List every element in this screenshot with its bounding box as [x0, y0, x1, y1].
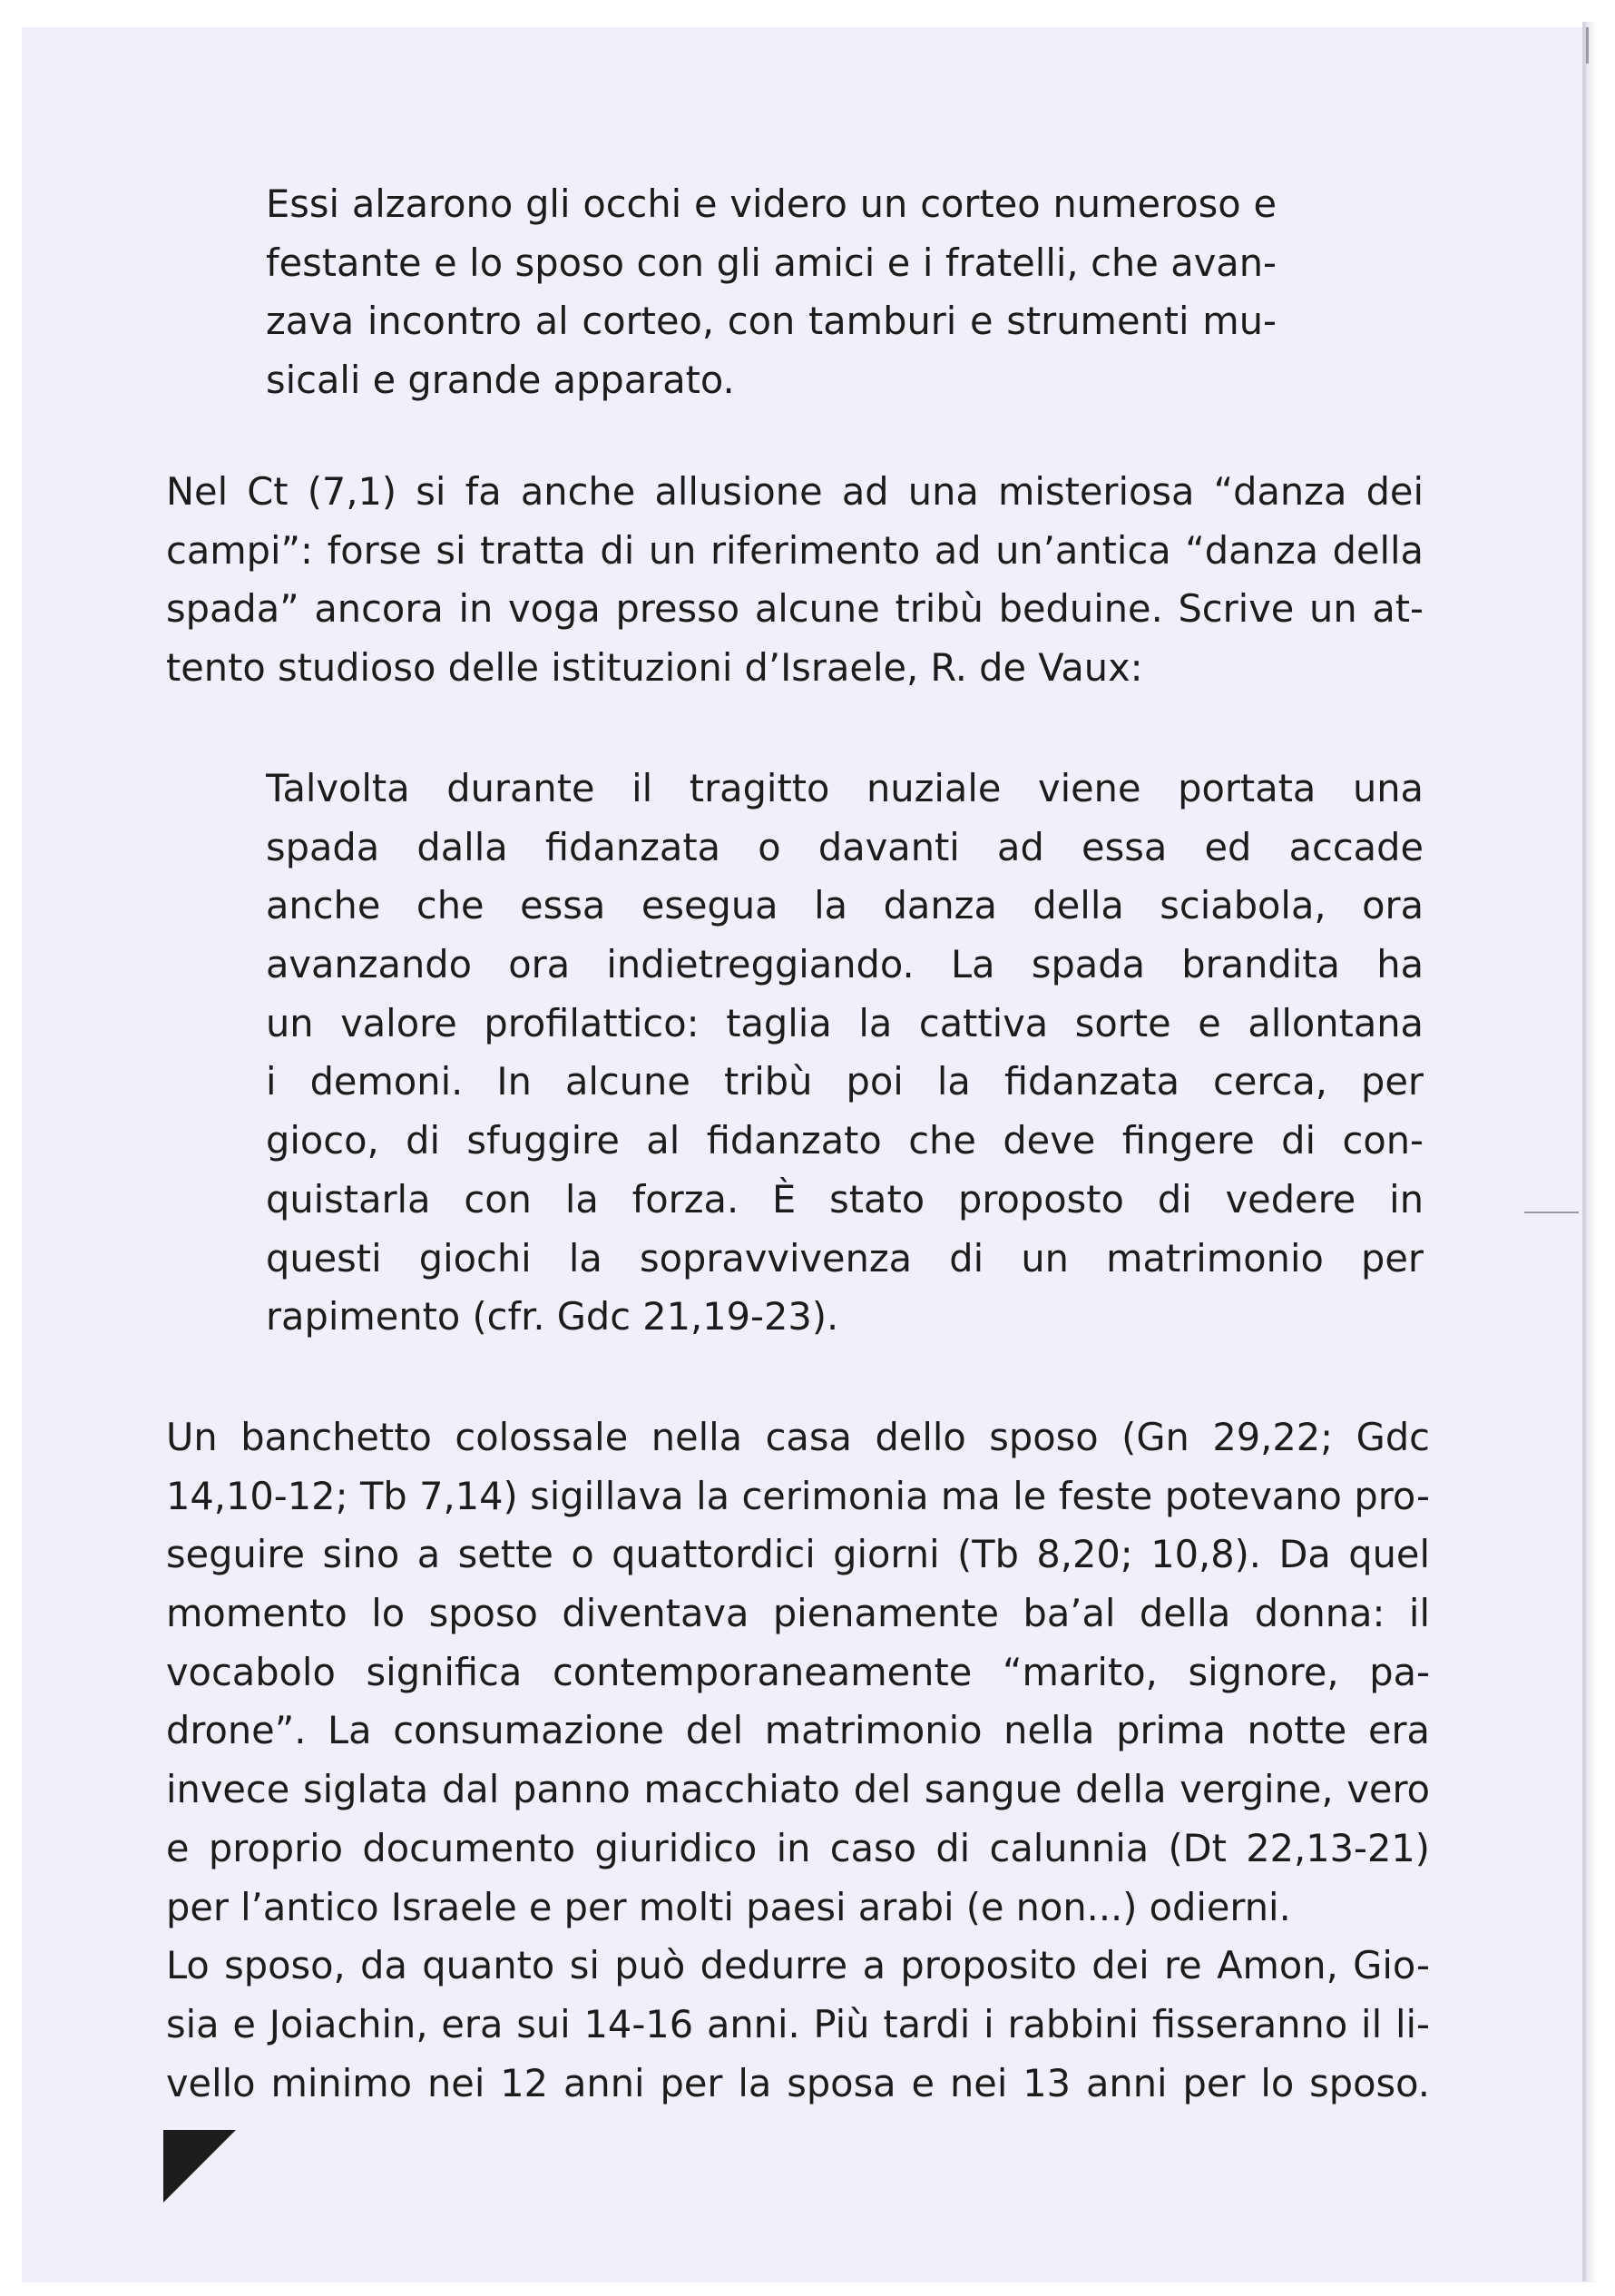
text-line: tento studioso delle istituzioni d’Israele, R. de Vaux: [166, 645, 1143, 691]
text-line: per l’antico Israele e per molti paesi arabi (e non...) odierni. [166, 1884, 1291, 1929]
text-line: campi”: forse si tratta di un riferimento ad un’antica “danza della [166, 527, 1424, 573]
text-line: rapimento (cfr. Gdc 21,19-23). [266, 1294, 839, 1339]
edge-mark [1586, 27, 1589, 64]
text-line: anche che essa esegua la danza della sciabola, ora [266, 883, 1424, 928]
text-line: vello minimo nei 12 anni per la sposa e nei 13 anni per lo sposo. [166, 2060, 1430, 2105]
text-line: festante e lo sposo con gli amici e i fratelli, che avan- [266, 240, 1277, 285]
text-line: invece siglata dal panno macchiato del sangue della vergine, vero [166, 1767, 1430, 1812]
text-line: quistarla con la forza. È stato proposto di vedere in [266, 1176, 1424, 1222]
text-line: Nel Ct (7,1) si fa anche allusione ad una misteriosa “danza dei [166, 469, 1424, 514]
text-line: Lo sposo, da quanto si può dedurre a proposito dei re Amon, Gio- [166, 1943, 1430, 1988]
paragraph-dance-of-two-camps [166, 463, 1424, 698]
text-line: sia e Joiachin, era sui 14-16 anni. Più tardi i rabbini fisseranno il li- [166, 2001, 1430, 2046]
text-line: spada dalla fidanzata o davanti ad essa ed accade [266, 824, 1424, 869]
page-number: 172 [167, 2134, 221, 2187]
text-line: Talvolta durante il tragitto nuziale viene portata una [266, 766, 1424, 810]
text-line: avanzando ora indietreggiando. La spada brandita ha [266, 942, 1424, 987]
text-line: momento lo sposo diventava pienamente ba’al della donna: il [166, 1591, 1430, 1636]
quote-block-de-vaux [266, 760, 1424, 1347]
text-line: Un banchetto colossale nella casa dello sposo (Gn 29,22; Gdc [166, 1415, 1430, 1459]
text-line: gioco, di sfuggire al fidanzato che deve fingere di con- [266, 1118, 1424, 1163]
text-line: zava incontro al corteo, con tamburi e strumenti mu- [266, 299, 1277, 344]
text-line: questi giochi la sopravvivenza di un matrimonio per [266, 1235, 1424, 1280]
text-line: un valore profilattico: taglia la cattiva sorte e allontana [266, 1000, 1424, 1045]
text-line: e proprio documento giuridico in caso di calunnia (Dt 22,13-21) [166, 1825, 1430, 1870]
text-line: i demoni. In alcune tribù poi la fidanzata cerca, per [266, 1059, 1424, 1104]
text-line: seguire sino a sette o quattordici giorni (Tb 8,20; 10,8). Da quel [166, 1532, 1430, 1577]
text-line: 14,10-12; Tb 7,14) sigillava la cerimonia ma le feste potevano pro- [166, 1473, 1430, 1518]
text-line: vocabolo significa contemporaneamente “marito, signore, pa- [166, 1649, 1430, 1694]
text-line: drone”. La consumazione del matrimonio nella prima notte era [166, 1708, 1430, 1753]
edge-mark [1524, 1212, 1579, 1213]
text-line: sicali e grande apparato. [266, 358, 735, 403]
page-fold-shadow [1586, 22, 1597, 2281]
text-line: Essi alzarono gli occhi e videro un corteo numeroso e [266, 182, 1277, 226]
quote-block-wedding-procession [266, 175, 1277, 410]
text-line: spada” ancora in voga presso alcune tribù beduine. Scrive un at- [166, 586, 1424, 632]
paragraph-wedding-banquet [166, 1408, 1430, 2113]
